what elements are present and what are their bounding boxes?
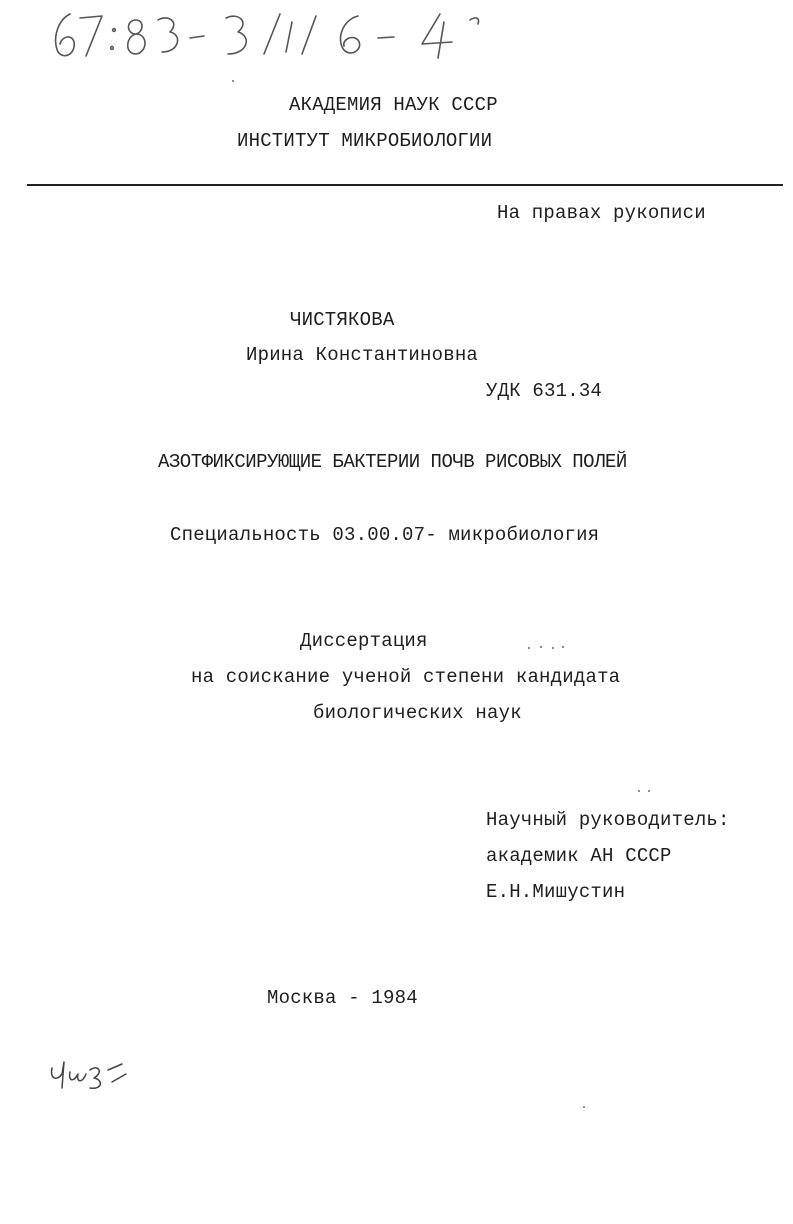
scan-speck [540,646,542,648]
scan-speck [552,647,554,649]
supervisor-label: Научный руководитель: [486,809,730,831]
handwritten-archive-code [40,4,500,64]
thesis-title: АЗОТФИКСИРУЮЩИЕ БАКТЕРИИ ПОЧВ РИСОВЫХ ПОЛЕЙ [158,451,627,473]
author-surname: ЧИСТЯКОВА [290,309,395,331]
scan-speck [583,1106,585,1108]
udc-code: УДК 631.34 [486,380,603,402]
institute-heading: ИНСТИТУТ МИКРОБИОЛОГИИ [237,130,493,152]
academy-heading: АКАДЕМИЯ НАУК СССР [289,94,498,116]
specialty-line: Специальность 03.00.07- микробиология [170,524,600,546]
scan-speck [648,790,650,792]
author-given-names: Ирина Константиновна [246,344,479,366]
scan-speck [232,80,234,82]
dissertation-field-line: биологических наук [313,702,522,724]
place-and-year: Москва - 1984 [267,987,418,1009]
header-divider [27,184,783,186]
scan-speck [562,646,564,648]
manuscript-rights-note: На правах рукописи [497,202,706,224]
dissertation-degree-line: на соискание ученой степени кандидата [191,666,621,688]
supervisor-title: академик АН СССР [486,845,672,867]
supervisor-name: Е.Н.Мишустин [486,881,626,903]
scan-speck [638,790,640,792]
handwritten-initials [46,1048,136,1098]
dissertation-label: Диссертация [300,630,428,652]
scan-speck [528,647,530,649]
